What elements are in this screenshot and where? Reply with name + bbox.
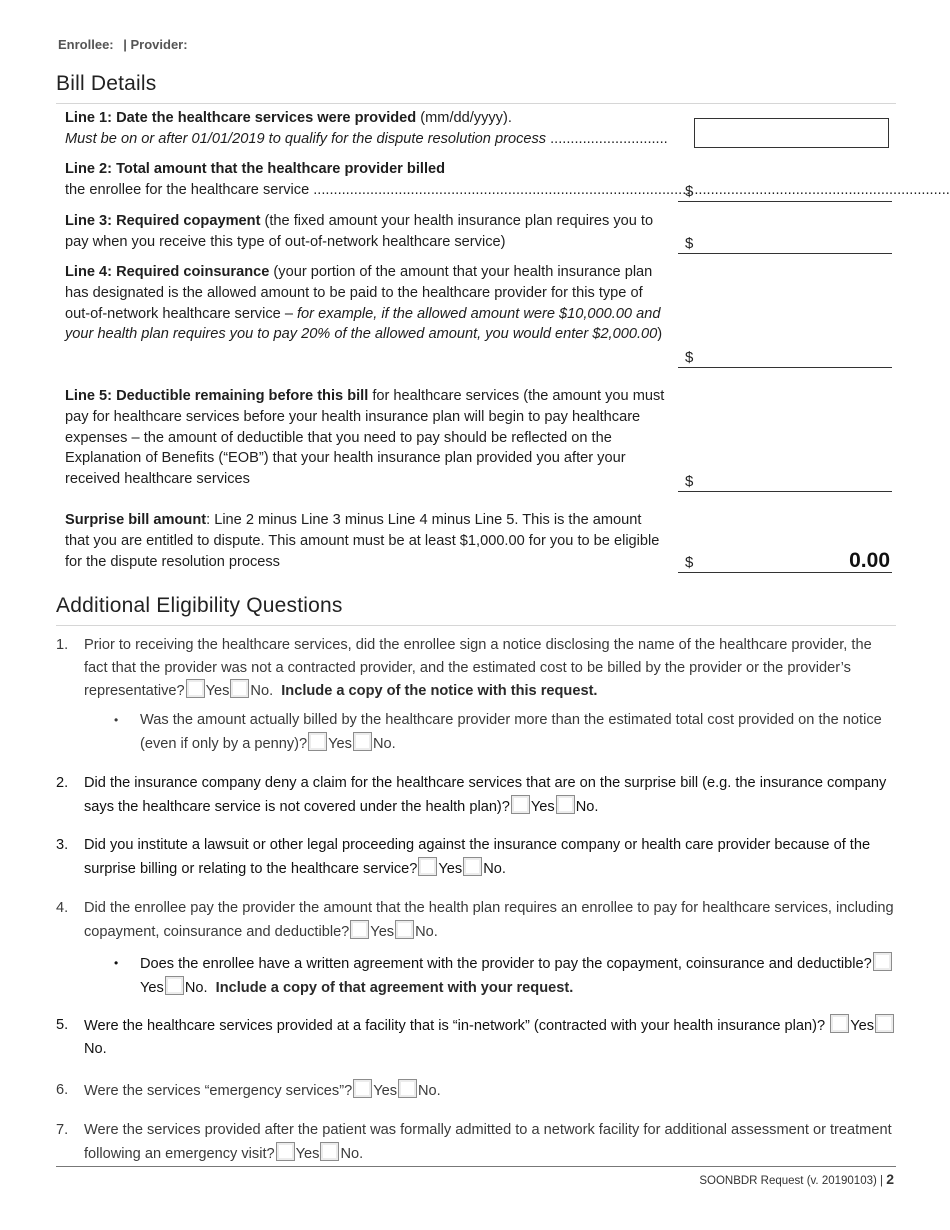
yes-label: Yes [438,860,463,877]
question-5 [56,1014,896,1060]
yes-checkbox[interactable] [418,857,437,876]
no-checkbox[interactable] [165,976,184,995]
surprise-amount-field[interactable] [678,550,892,573]
page-number: 2 [886,1171,894,1187]
yes-label: Yes [205,683,230,699]
question-number: 1. [56,637,69,653]
line3-amount-field[interactable] [678,231,892,254]
question-text: Were the services “emergency services”? [84,1083,353,1099]
line2-text: the enrollee for the healthcare service ..... [65,182,950,198]
line4-amount-field[interactable] [678,345,892,368]
no-label: No. [415,923,438,940]
no-label: No. [184,979,208,996]
line3-text: (the fixed amount your health insurance plan requires you to pay when you receive this type of out-of-network healthcare service) [65,213,654,250]
question-1 [56,634,896,703]
question-number: 3. [56,837,69,853]
currency-symbol: $ [685,235,694,252]
line2-label [65,159,668,201]
bullet-marker: • [114,956,119,970]
line3-title: Line 3: Required copayment [65,213,261,229]
line1-format: (mm/dd/yyyy). [416,110,512,126]
no-checkbox[interactable] [353,732,372,751]
no-checkbox[interactable] [398,1079,417,1098]
question-number: 4. [56,900,69,916]
question-text: Did the insurance company deny a claim for the healthcare services that are on the surprise bill (e.g. the insurance company says the healthcare service is not covered under the health plan)? [84,775,887,815]
section-divider [56,625,896,626]
yes-label: Yes [370,923,395,940]
surprise-text: : Line 2 minus Line 3 minus Line 4 minus Line 5. This is the amount that you are entitled to dispute. This amount must be at least $1,000.00 for you to be eligible for the dispute resolution process [65,512,660,570]
question-2 [56,772,896,818]
yes-label: Yes [850,1018,874,1034]
section-divider [56,103,896,104]
eligibility-title: Additional Eligibility Questions [56,594,343,617]
question-3 [56,834,896,880]
line4-label [65,262,668,345]
currency-symbol: $ [685,554,694,571]
yes-label: Yes [328,735,352,752]
no-checkbox[interactable] [463,857,482,876]
surprise-title: Surprise bill amount [65,512,207,528]
bill-details-title: Bill Details [56,72,157,95]
question-number: 5. [56,1017,69,1033]
currency-symbol: $ [685,349,694,366]
no-label: No. [250,683,274,699]
question-number: 2. [56,775,69,791]
question-note: Include a copy of the notice with this request. [281,683,598,699]
yes-checkbox[interactable] [830,1014,849,1033]
no-checkbox[interactable] [230,679,249,698]
line1-title: Line 1: Date the healthcare services were provided [65,110,417,126]
bullet-marker: • [114,713,119,727]
line2-title: Line 2: Total amount that the healthcare provider billed [65,161,446,177]
yes-label: Yes [295,1145,320,1162]
yes-label: Yes [530,798,555,815]
question-text: Prior to receiving the healthcare services, did the enrollee sign a notice disclosing the name of the healthcare provider, the fact that the provider was not a contracted provider, and the estimated cost to be billed by the provider or the provider’s representative? [84,637,872,699]
no-checkbox[interactable] [556,795,575,814]
line2-amount-field[interactable] [678,179,892,202]
service-date-input[interactable] [694,118,889,148]
line4-close: ) [657,326,663,343]
surprise-total: 0.00 [849,549,890,572]
line3-label [65,211,668,253]
question-text: Were the services provided after the patient was formally admitted to a network facility for additional assessment or treatment following an emergency visit? [84,1122,892,1162]
question-number: 7. [56,1122,69,1138]
no-label: No. [483,860,506,877]
question-1a [56,709,896,755]
yes-checkbox[interactable] [353,1079,372,1098]
yes-checkbox[interactable] [350,920,369,939]
yes-label: Yes [373,1083,397,1099]
enrollee-label: Enrollee: [58,37,114,52]
question-number: 6. [56,1082,69,1098]
question-4 [56,897,896,943]
footer-divider [56,1166,896,1167]
line1-note: Must be on or after 01/01/2019 to qualify for the dispute resolution process [65,130,547,147]
line1-label [65,108,668,150]
yes-checkbox[interactable] [186,679,205,698]
question-text: Does the enrollee have a written agreement with the provider to pay the copayment, coinsurance and deductible? [140,956,872,972]
line4-text: (your portion of the amount that your health insurance plan has designated is the allowed amount to be paid to the healthcare provider for this type of out-of-network healthcare service – [65,264,653,322]
question-text: Were the healthcare services provided at a facility that is “in-network” (contracted with your health insurance plan)? [84,1018,826,1034]
line4-title: Line 4: Required coinsurance [65,264,270,280]
yes-checkbox[interactable] [308,732,327,751]
question-text: Did the enrollee pay the provider the amount that the health plan requires an enrollee to pay for healthcare services, including copayment, coinsurance and deductible? [84,900,894,940]
no-checkbox[interactable] [395,920,414,939]
form-id: SOONBDR Request (v. 20190103) | [699,1175,883,1187]
question-6 [56,1079,896,1103]
line5-amount-field[interactable] [678,469,892,492]
no-checkbox[interactable] [320,1142,339,1161]
yes-label: Yes [140,979,164,996]
page-footer [699,1171,894,1187]
yes-checkbox[interactable] [511,795,530,814]
no-label: No. [372,735,396,752]
question-note: Include a copy of that agreement with your request. [215,979,574,996]
surprise-label [65,510,668,572]
line5-title: Line 5: Deductible remaining before this bill [65,388,369,404]
line4-example: for example, if the allowed amount were $10,000.00 and your health plan requires you to pay 20% of the allowed amount, you would enter $2,000.00 [65,305,661,343]
question-7 [56,1119,896,1165]
question-4a [56,952,896,999]
line5-label [65,386,668,490]
line5-text: for healthcare services (the amount you must pay for healthcare services before your health insurance plan will begin to pay healthcare expenses – the amount of deductible that you need to pay should be reflected on the Explanation of Benefits (“EOB”) that your health insurance plan provided you after your received healthcare services [65,388,665,488]
no-label: No. [340,1145,364,1162]
currency-symbol: $ [685,473,694,490]
question-text: Did you institute a lawsuit or other legal proceeding against the insurance company or health care provider because of the surprise billing or relating to the healthcare service? [84,837,871,877]
no-label: No. [418,1083,441,1099]
yes-checkbox[interactable] [873,952,892,971]
provider-label: | Provider: [123,37,188,52]
no-label: No. [575,798,599,815]
page-header [58,37,188,52]
yes-checkbox[interactable] [276,1142,295,1161]
currency-symbol: $ [685,183,694,200]
question-text: Was the amount actually billed by the healthcare provider more than the estimated total cost provided on the notice (even if only by a penny)? [140,712,882,752]
no-checkbox[interactable] [875,1014,894,1033]
no-label: No. [84,1040,107,1057]
